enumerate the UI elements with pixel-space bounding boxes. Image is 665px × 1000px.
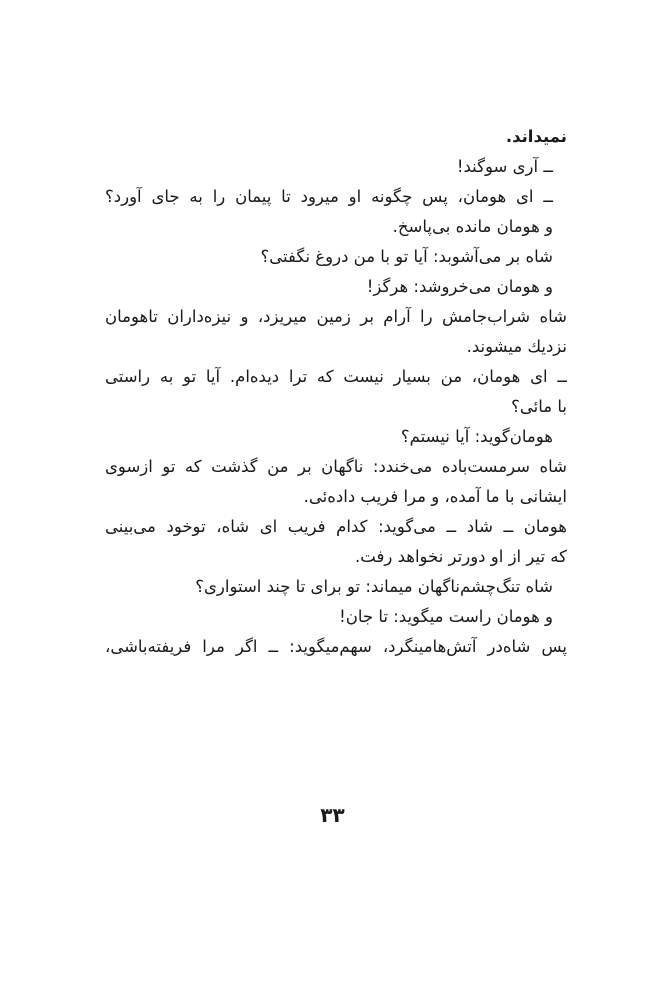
text-line: هومان ــ شاد ــ می‌گوید: کدام فریب ای شاه، توخود می‌بینی <box>105 517 567 536</box>
text-line: و هومان می‌خروشد: هرگز! <box>366 277 553 296</box>
text-line: و هومان مانده بی‌پاسخ. <box>392 217 553 236</box>
text-line: ــ ای هومان، من بسیار نیست که ترا دیده‌ام. آیا تو به راستی <box>105 367 567 386</box>
page-number: ۳۳ <box>320 803 345 827</box>
text-line: ــ آری سوگند! <box>456 157 553 176</box>
text-line: نمیداند. <box>505 127 567 146</box>
text-line: شاه بر می‌آشوبد: آیا تو با من دروغ نگفتی؟ <box>260 247 553 266</box>
page-text <box>105 122 567 662</box>
text-line: با مائی؟ <box>511 397 567 416</box>
text-line: که تیر از او دورتر نخواهد رفت. <box>355 547 567 566</box>
text-line: شاه سرمست‌باده می‌خندد: ناگهان بر من گذشت که تو ازسوی <box>105 457 567 476</box>
text-line: نزدیك میشوند. <box>466 337 567 356</box>
text-line: ــ ای هومان، پس چگونه او میرود تا پیمان را به جای آورد؟ <box>105 187 553 206</box>
text-line: شاه شراب‌جامش را آرام بر زمین میریزد، و نیزه‌داران تاهومان <box>105 307 567 326</box>
text-line: و هومان راست میگوید: تا جان! <box>339 607 553 626</box>
text-line: هومان‌گوید: آیا نیستم؟ <box>400 427 553 446</box>
text-line: پس شاه‌در آتش‌هامینگرد، سهم‌میگوید: ــ اگر مرا فریفته‌باشی، <box>105 637 567 656</box>
text-line: ایشانی با ما آمده، و مرا فریب داده‌ئی. <box>303 487 567 506</box>
text-line: شاه تنگ‌چشم‌ناگهان میماند: تو برای تا چند استواری؟ <box>195 577 553 596</box>
